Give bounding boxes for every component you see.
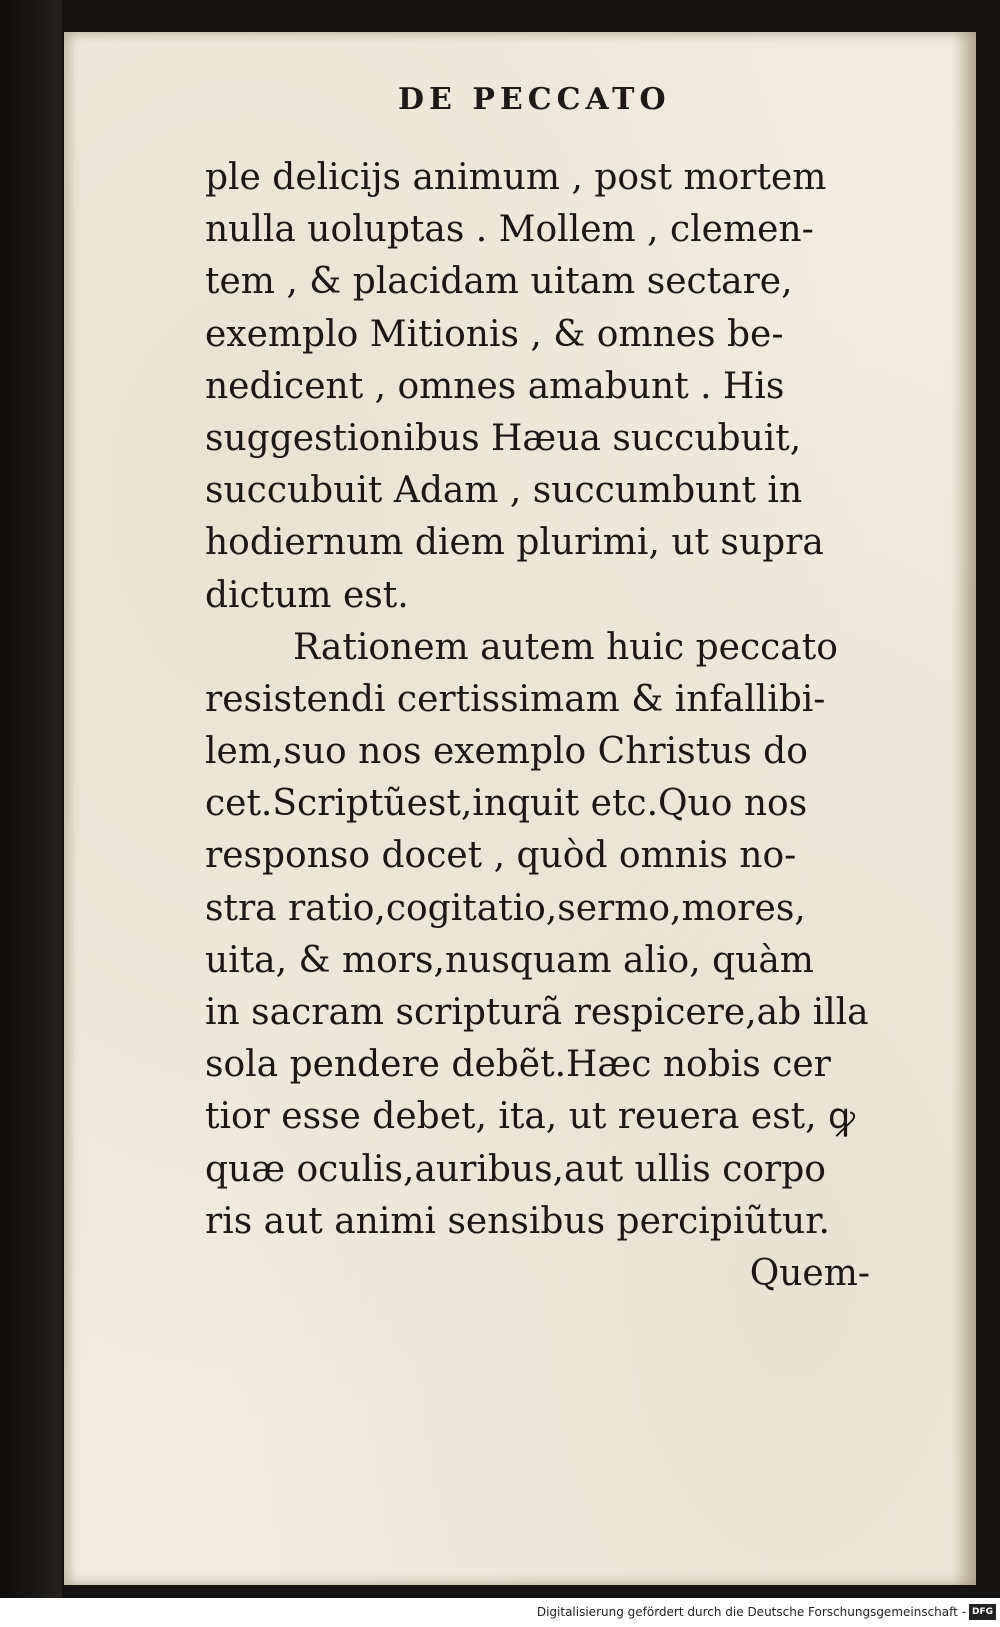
dfg-logo: DFG — [969, 1604, 996, 1620]
text-line: exemplo Mitionis , & omnes be- — [205, 313, 784, 355]
text-line: nedicent , omnes amabunt . His — [205, 365, 785, 407]
text-line: ris aut animi sensibus percipiũtur. — [205, 1200, 830, 1242]
text-line: hodiernum diem plurimi, ut supra — [205, 522, 824, 564]
funding-notice: Digitalisierung gefördert durch die Deutsche Forschungsgemeinschaft - — [536, 1605, 966, 1619]
text-line: nulla uoluptas . Mollem , clemen- — [205, 209, 814, 251]
catchword: Quem- — [749, 1252, 870, 1294]
text-line: quæ oculis,auribus,aut ullis corpo — [205, 1148, 826, 1190]
text-line: tior esse debet, ita, ut reuera est, ꝙ — [205, 1096, 856, 1138]
text-line: Rationem autem huic peccato — [293, 626, 838, 668]
book-spine-edge — [0, 0, 62, 1598]
text-line: in sacram scripturã respicere,ab illa — [205, 992, 869, 1033]
text-line: stra ratio,cogitatio,sermo,mores, — [205, 887, 806, 929]
body-text — [205, 152, 870, 1300]
text-line: cet.Scriptũest,inquit etc.Quo nos — [205, 783, 808, 825]
page-edge-shadow — [952, 32, 976, 1585]
text-line: dictum est. — [205, 574, 409, 616]
text-line: ple delicijs animum , post mortem — [205, 157, 827, 198]
text-line: resistendi certissimam & infallibi- — [205, 678, 826, 720]
footer-bar — [0, 1598, 1000, 1627]
running-head: DE PECCATO — [398, 82, 671, 117]
text-line: uita, & mors,nusquam alio, quàm — [205, 939, 814, 981]
text-line: responso docet , quòd omnis no- — [205, 835, 797, 877]
text-line: tem , & placidam uitam sectare, — [205, 261, 793, 303]
text-line: suggestionibus Hæua succubuit, — [205, 417, 802, 459]
text-line: lem,suo nos exemplo Christus do — [205, 731, 808, 773]
text-line: succubuit Adam , succumbunt in — [205, 470, 803, 512]
text-line: sola pendere debẽt.Hæc nobis cer — [205, 1044, 831, 1086]
